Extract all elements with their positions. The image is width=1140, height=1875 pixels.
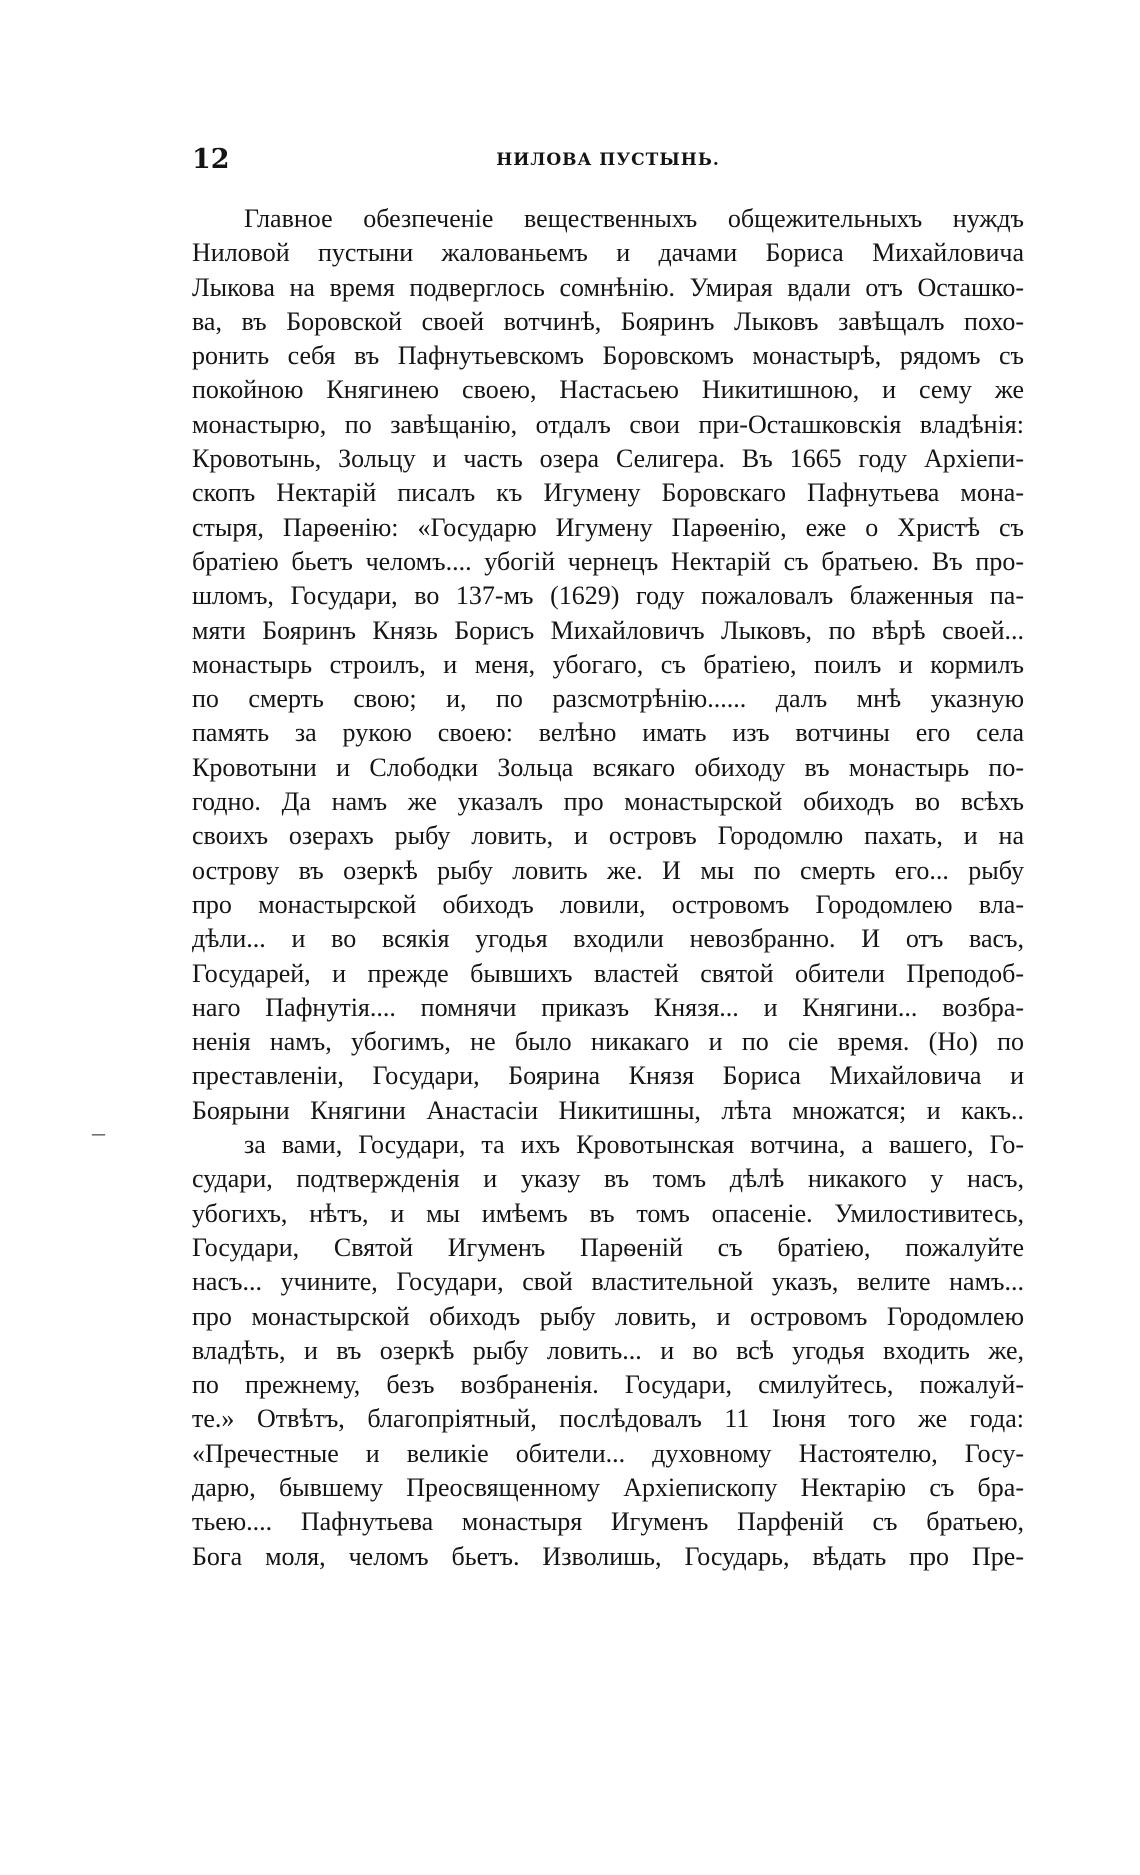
text-line: монастырю, по завѣщанію, отдалъ свои при-Осташковскія владѣнія: bbox=[192, 409, 1024, 439]
text-line: по прежнему, безъ возбраненія. Государи, смилуйтесь, пожалуй- bbox=[192, 1370, 1024, 1400]
text-line: мяти Бояринъ Князь Борисъ Михайловичъ Лыковъ, по вѣрѣ своей... bbox=[192, 615, 1024, 645]
text-line: владѣть, и въ озеркѣ рыбу ловить... и во всѣ угодья входить же, bbox=[192, 1335, 1024, 1365]
text-line: Бога моля, челомъ бьетъ. Изволишь, Государь, вѣдать про Пре- bbox=[192, 1541, 1024, 1571]
text-line: судари, подтвержденія и указу въ томъ дѣлѣ никакого у насъ, bbox=[192, 1164, 1024, 1194]
text-line: годно. Да намъ же указалъ про монастырской обиходъ во всѣхъ bbox=[192, 787, 1024, 817]
text-line: насъ... учините, Государи, свой властительной указъ, велите намъ... bbox=[192, 1267, 1024, 1297]
text-line: покойною Княгинею своею, Настасьею Никитишною, и сему же bbox=[192, 375, 1024, 405]
text-line: про монастырской обиходъ рыбу ловить, и островомъ Городомлею bbox=[192, 1301, 1024, 1331]
text-line: преставленіи, Государи, Боярина Князя Бориса Михайловича и bbox=[192, 1061, 1024, 1091]
text-line: острову въ озеркѣ рыбу ловить же. И мы по смерть его... рыбу bbox=[192, 855, 1024, 885]
text-line: по смерть свою; и, по разсмотрѣнію...... далъ мнѣ указную bbox=[192, 684, 1024, 714]
text-line: Государи, Святой Игуменъ Парѳеній съ братіею, пожалуйте bbox=[192, 1232, 1024, 1262]
text-line: Государей, и прежде бывшихъ властей святой обители Преподоб- bbox=[192, 958, 1024, 988]
text-line: монастырь строилъ, и меня, убогаго, съ братіею, поилъ и кормилъ bbox=[192, 649, 1024, 679]
page-number: 12 bbox=[192, 144, 230, 175]
text-line: Ниловой пустыни жалованьемъ и дачами Бориса Михайловича bbox=[192, 238, 1024, 268]
text-line: ронить себя въ Пафнутьевскомъ Боровскомъ монастырѣ, рядомъ съ bbox=[192, 341, 1024, 371]
text-line: память за рукою своею: велѣно имать изъ вотчины его села bbox=[192, 718, 1024, 748]
text-line: про монастырской обиходъ ловили, островомъ Городомлею вла- bbox=[192, 889, 1024, 919]
text-line: братіею бьетъ челомъ.... убогій чернецъ Нектарій съ братьею. Въ про- bbox=[192, 546, 1024, 576]
text-line: шломъ, Государи, во 137-мъ (1629) году пожаловалъ блаженныя па- bbox=[192, 581, 1024, 611]
text-line: ненія намъ, убогимъ, не было никакаго и по сіе время. (Но) по bbox=[192, 1027, 1024, 1057]
text-line: скопъ Нектарій писалъ къ Игумену Боровскаго Пафнутьева мона- bbox=[192, 478, 1024, 508]
body-paragraph bbox=[192, 202, 1024, 1574]
text-line: наго Пафнутія.... помнячи приказъ Князя... и Княгини... возбра- bbox=[192, 992, 1024, 1022]
text-line: ва, въ Боровской своей вотчинѣ, Бояринъ Лыковъ завѣщалъ похо- bbox=[192, 306, 1024, 336]
margin-mark: – bbox=[92, 1118, 105, 1147]
text-line: Кровотыни и Слободки Зольца всякаго обиходу въ монастырь по- bbox=[192, 752, 1024, 782]
text-line: дарю, бывшему Преосвященному Архіепископу Нектарію съ бра- bbox=[192, 1472, 1024, 1502]
text-line: Главное обезпеченіе вещественныхъ общежительныхъ нуждъ bbox=[244, 204, 1024, 233]
text-line: Лыкова на время подверглось сомнѣнію. Умирая вдали отъ Осташко- bbox=[192, 272, 1024, 302]
text-line: Кровотынь, Зольцу и часть озера Селигера. Въ 1665 году Архіепи- bbox=[192, 444, 1024, 474]
text-line: дѣли... и во всякія угодья входили невозбранно. И отъ васъ, bbox=[192, 924, 1024, 954]
text-line: стыря, Парѳенію: «Государю Игумену Парѳенію, еже о Христѣ съ bbox=[192, 512, 1024, 542]
text-line: те.» Отвѣтъ, благопріятный, послѣдовалъ 11 Іюня того же года: bbox=[192, 1404, 1024, 1434]
text-line: своихъ озерахъ рыбу ловить, и островъ Городомлю пахать, и на bbox=[192, 821, 1024, 851]
text-line: Боярыни Княгини Анастасіи Никитишны, лѣта множатся; и какъ.. bbox=[192, 1095, 1024, 1125]
page-header bbox=[192, 143, 1024, 177]
running-title: НИЛОВА ПУСТЫНЬ. bbox=[496, 150, 720, 170]
text-line: «Пречестные и великіе обители... духовному Настоятелю, Госу- bbox=[192, 1438, 1024, 1468]
text-line: убогихъ, нѣтъ, и мы имѣемъ въ томъ опасеніе. Умилостивитесь, bbox=[192, 1198, 1024, 1228]
text-line: за вами, Государи, та ихъ Кровотынская вотчина, а вашего, Го- bbox=[244, 1130, 1024, 1160]
text-line: тьею.... Пафнутьева монастыря Игуменъ Парфеній съ братьею, bbox=[192, 1507, 1024, 1537]
